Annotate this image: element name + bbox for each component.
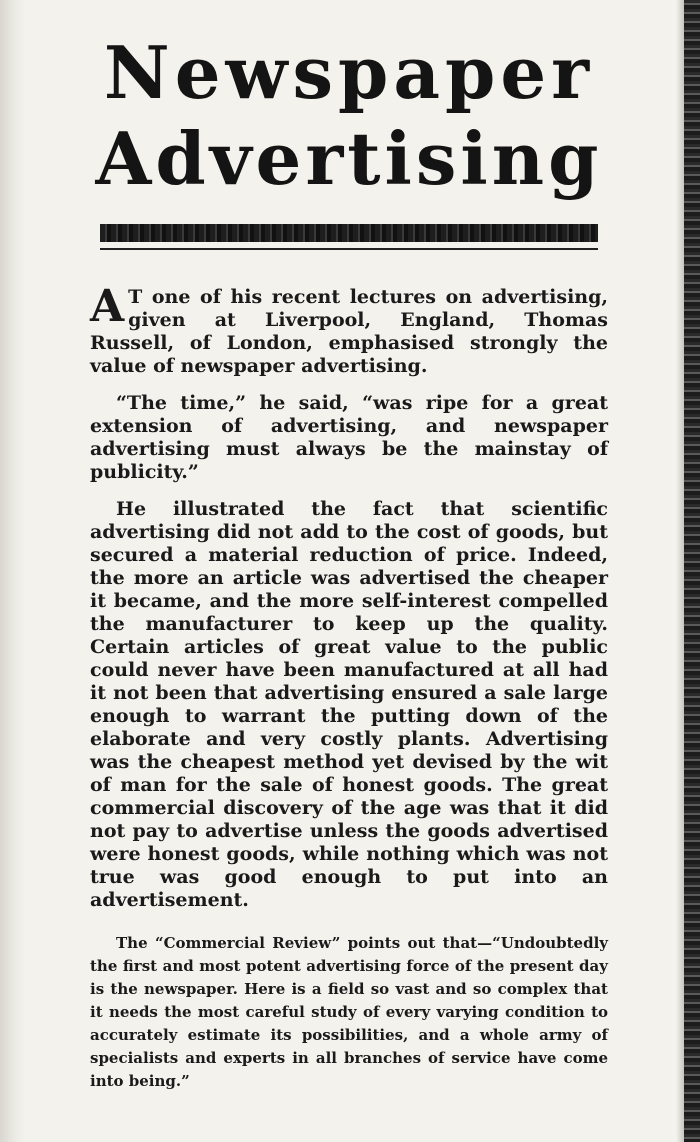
article-column bbox=[88, 0, 610, 1142]
thin-rule bbox=[100, 248, 598, 250]
paragraph-2: “The time,” he said, “was ripe for a great extension of advertising, and newspaper advertising must always be the mainstay of publicity.” bbox=[90, 392, 608, 483]
paragraph-3: He illustrated the fact that scientific advertising did not add to the cost of goods, but secured a material reduction of price. Indeed, the more an article was advertised the cheaper it became, and the more self-interest compelled the manufacturer to keep up the quality. Certain articles of great value to the public could never have been manufactured at all had it not been that advertising ensured a sale large enough to warrant the putting down of the elaborate and very costly plants. Advertising was the cheapest method yet devised by the wit of man for the sale of honest goods. The great commercial discovery of the age was that it did not pay to advertise unless the goods advertised were honest goods, while nothing which was not true was good enough to put into an advertisement. bbox=[90, 498, 608, 911]
drop-cap: A bbox=[90, 281, 125, 332]
scan-edge-right bbox=[684, 0, 700, 1142]
heavy-rule bbox=[100, 224, 598, 242]
headline-line-1: Newspaper bbox=[103, 30, 595, 115]
headline-line-2: Advertising bbox=[95, 116, 603, 201]
article-body bbox=[88, 281, 610, 1093]
column-rule-right bbox=[676, 0, 684, 1142]
paragraph-1 bbox=[90, 281, 608, 378]
paragraph-4: The “Commercial Review” points out that—“Undoubtedly the first and most potent advertising force of the present day is the newspaper. Here is a field so vast and so complex that it needs the most careful study of every varying condition to accurately estimate its possibilities, and a whole army of specialists and experts in all branches of service have come into being.” bbox=[90, 934, 608, 1090]
scan-edge-left bbox=[0, 0, 26, 1142]
headline bbox=[88, 0, 610, 202]
paragraph-1-text: T one of his recent lectures on advertising, given at Liverpool, England, Thomas Russell, of London, emphasised strongly the value of newspaper advertising. bbox=[90, 286, 608, 377]
